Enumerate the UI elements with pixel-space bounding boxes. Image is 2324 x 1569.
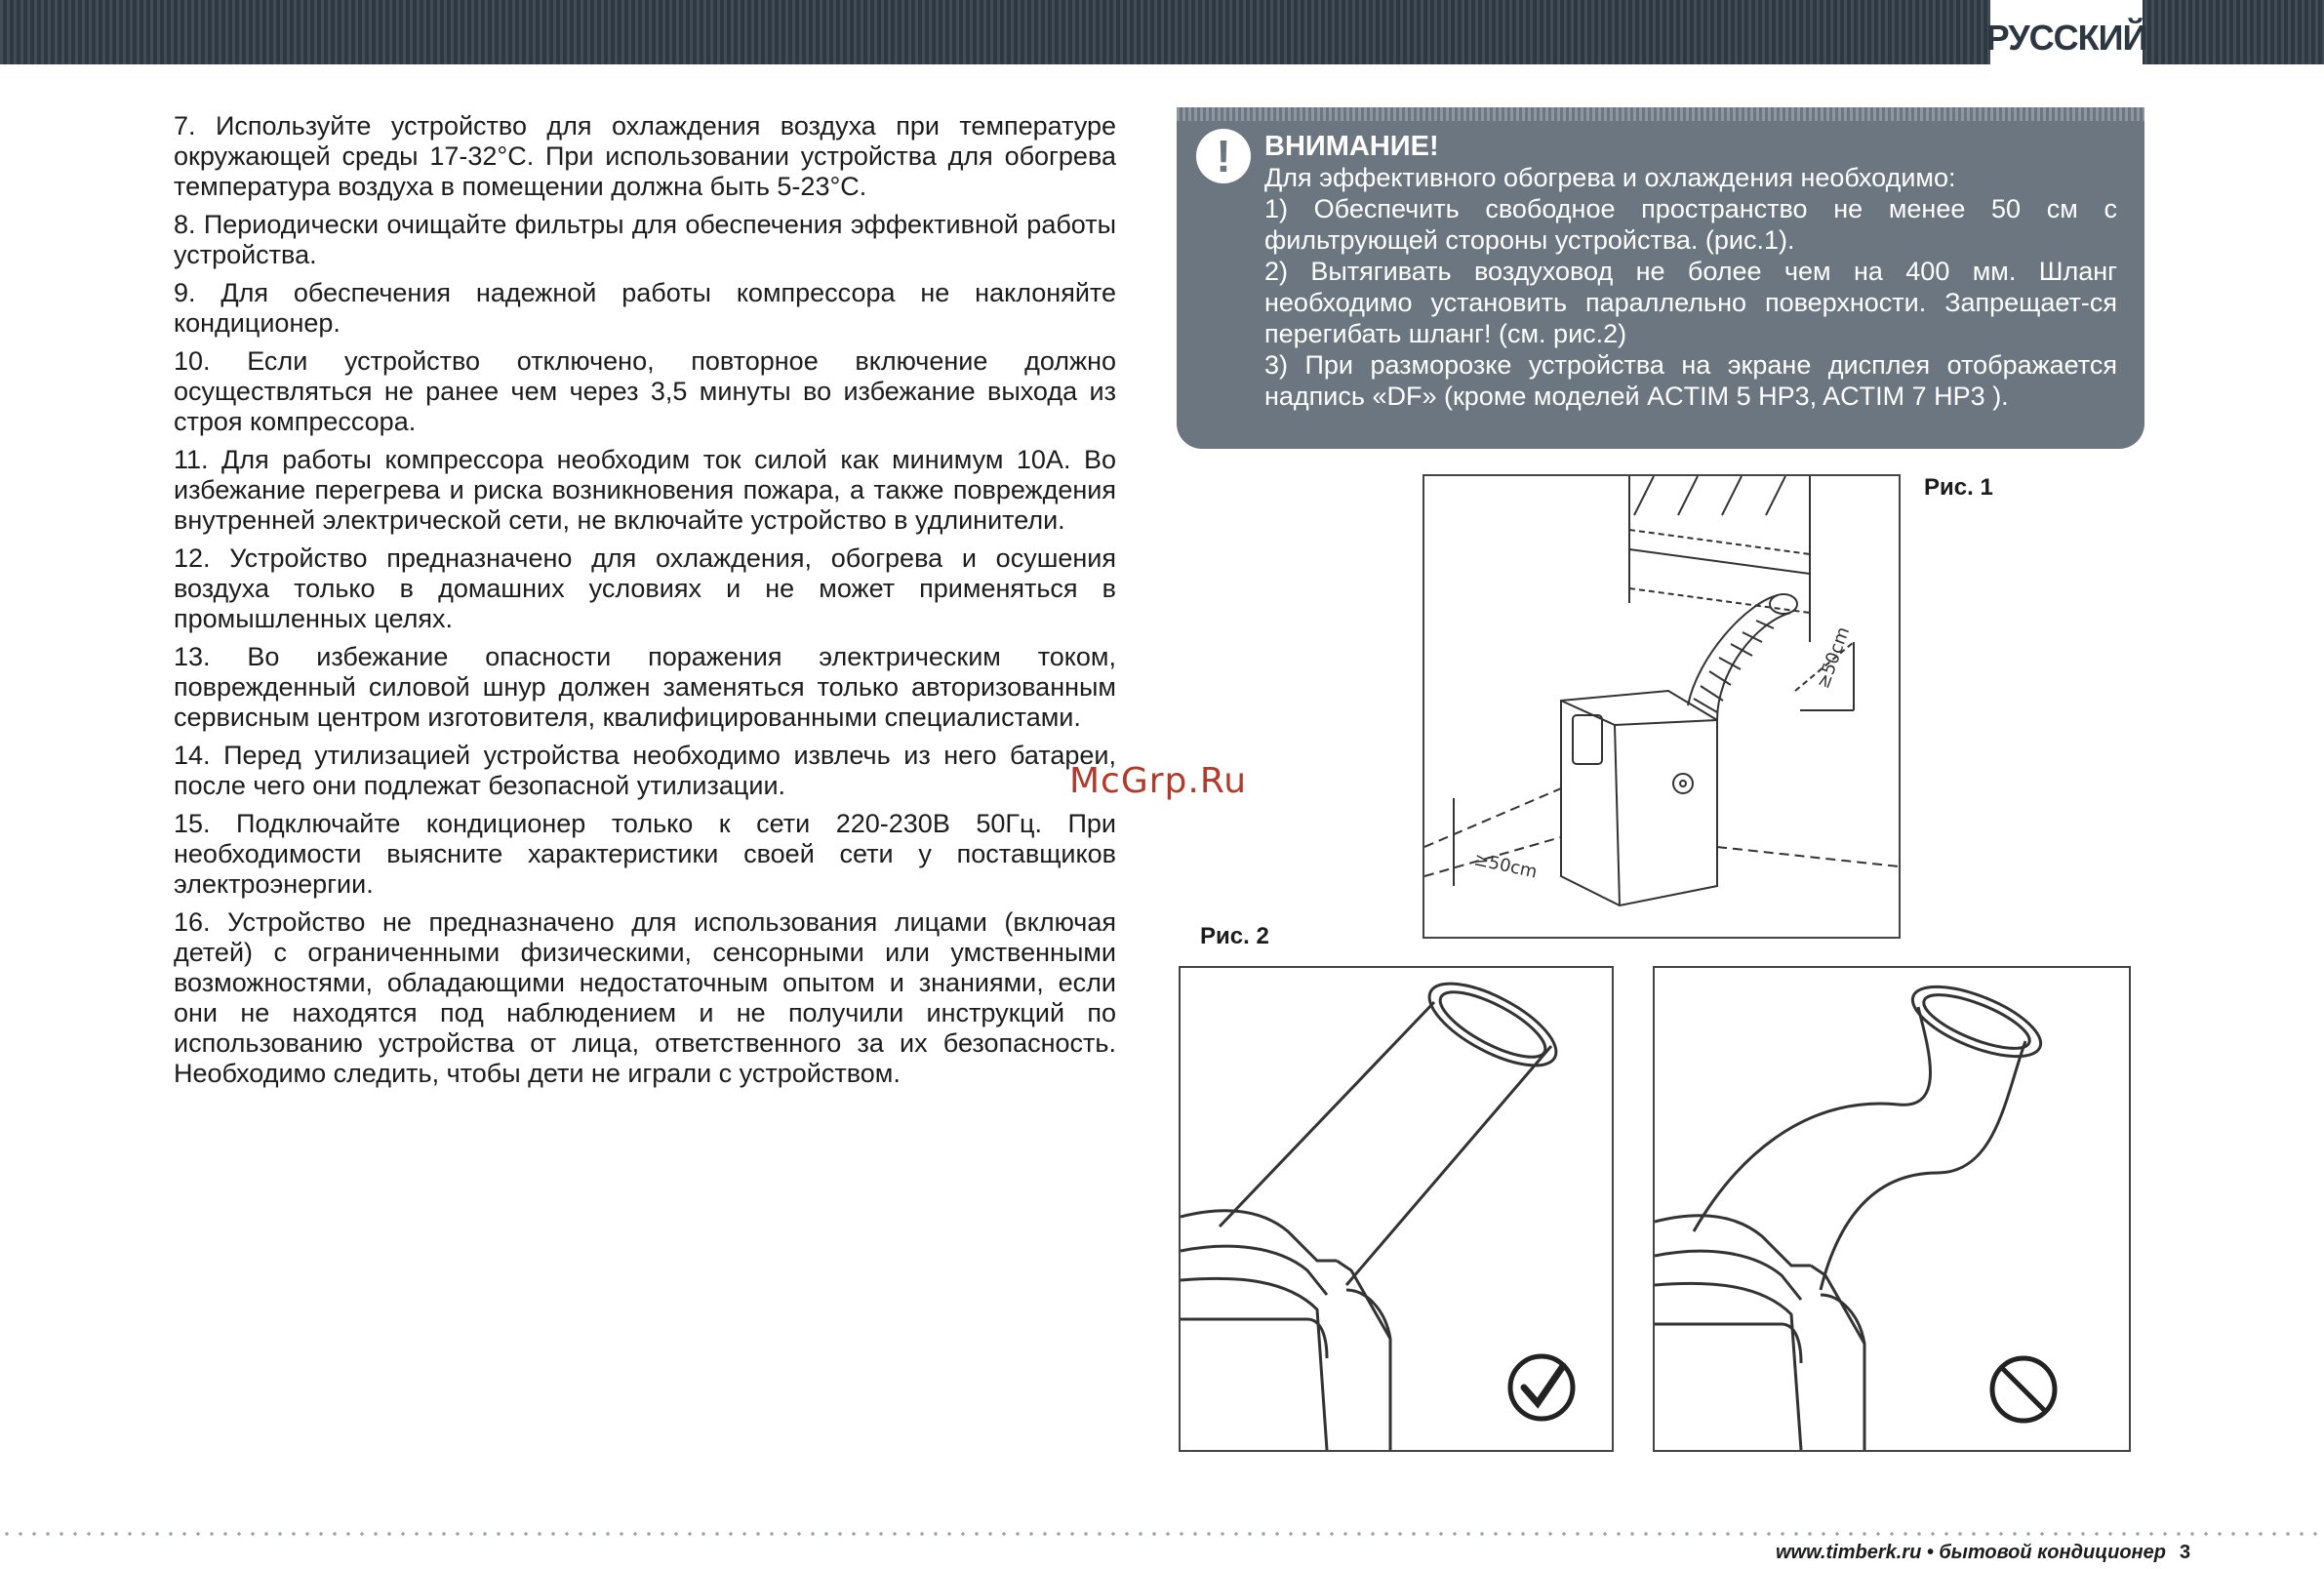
- bent-hose-illustration: [1655, 968, 2129, 1450]
- dimension-label-side: ≥50cm: [1813, 624, 1855, 692]
- watermark-text: McGrp.Ru: [1069, 761, 1248, 801]
- warning-body: [1264, 131, 2117, 412]
- instruction-item-10: 10. Если устройство отключено, повторное включение должно осуществляться не ранее чем через 3,5 минуты во избежание выхода из строя компрессора.: [174, 346, 1116, 436]
- warning-title: ВНИМАНИЕ!: [1264, 131, 1439, 162]
- warning-intro: Для эффективного обогрева и охлаждения необходимо:: [1264, 163, 1956, 192]
- language-label: РУССКИЙ: [1990, 0, 2143, 76]
- straight-hose-illustration: [1181, 968, 1612, 1450]
- figure-1: [1422, 474, 1901, 939]
- header-bar: [0, 0, 2324, 64]
- instruction-item-7: 7. Используйте устройство для охлаждения воздуха при температуре окружающей среды 17-32°С. При использовании устройства для обогрева температура воздуха в помещении должна быть 5-23°С.: [174, 111, 1116, 201]
- figure-2-correct: [1179, 966, 1614, 1452]
- checkmark-circle-icon: [1510, 1356, 1573, 1419]
- dimension-label-front: ≥50cm: [1471, 849, 1540, 883]
- warning-stripe: [1177, 107, 2144, 121]
- instruction-item-11: 11. Для работы компрессора необходим ток силой как минимум 10А. Во избежание перегрева и риска возникновения пожара, а также повреждения внутренней электрической сети, не включайте устройство в удлинители.: [174, 445, 1116, 535]
- figure-1-label: Рис. 1: [1924, 474, 1993, 501]
- warning-point-2: 2) Вытягивать воздуховод не более чем на 400 мм. Шланг необходимо установить параллельно поверхности. Запрещает-ся перегибать шланг! (см. рис.2): [1264, 257, 2117, 348]
- footer-text: www.timberk.ru • бытовой кондиционер: [1776, 1542, 2166, 1563]
- instruction-item-9: 9. Для обеспечения надежной работы компрессора не наклоняйте кондиционер.: [174, 278, 1116, 338]
- warning-point-1: 1) Обеспечить свободное пространство не менее 50 см с фильтрующей стороны устройства. (рис.1).: [1264, 194, 2117, 255]
- instruction-item-16: 16. Устройство не предназначено для использования лицами (включая детей) с ограниченными физическими, сенсорными или умственными возможностями, обладающими недостаточным опытом и знаниями, если они не находятся под наблюдением и не получили инструкций по использованию устройства от лица, ответственного за их безопасность. Необходимо следить, чтобы дети не играли с устройством.: [174, 907, 1116, 1088]
- page-number: 3: [2180, 1542, 2191, 1563]
- warning-box: [1177, 107, 2144, 449]
- air-conditioner-clearance-illustration: [1424, 476, 1899, 937]
- exclamation-icon: !: [1196, 129, 1251, 183]
- warning-point-3: 3) При разморозке устройства на экране дисплея отображается надпись «DF» (кроме моделей ACTIM 5 HP3, ACTIM 7 HP3 ).: [1264, 350, 2117, 411]
- figure-2-label: Рис. 2: [1200, 923, 1269, 949]
- instruction-item-8: 8. Периодически очищайте фильтры для обеспечения эффективной работы устройства.: [174, 210, 1116, 269]
- footer-divider: [0, 1532, 2324, 1536]
- instruction-item-13: 13. Во избежание опасности поражения электрическим током, поврежденный силовой шнур должен заменяться только авторизованным сервисным центром изготовителя, квалифицированными специалистами.: [174, 642, 1116, 732]
- instruction-item-14: 14. Перед утилизацией устройства необходимо извлечь из него батареи, после чего они подлежат безопасной утилизации.: [174, 741, 1116, 800]
- safety-instructions: [174, 111, 1116, 1097]
- prohibited-circle-icon: [1992, 1358, 2055, 1421]
- instruction-item-15: 15. Подключайте кондиционер только к сети 220-230В 50Гц. При необходимости выясните характеристики своей сети у поставщиков электроэнергии.: [174, 809, 1116, 899]
- figure-2-wrong: [1653, 966, 2131, 1452]
- instruction-item-12: 12. Устройство предназначено для охлаждения, обогрева и осушения воздуха только в домашних условиях и не может применяться в промышленных целях.: [174, 543, 1116, 633]
